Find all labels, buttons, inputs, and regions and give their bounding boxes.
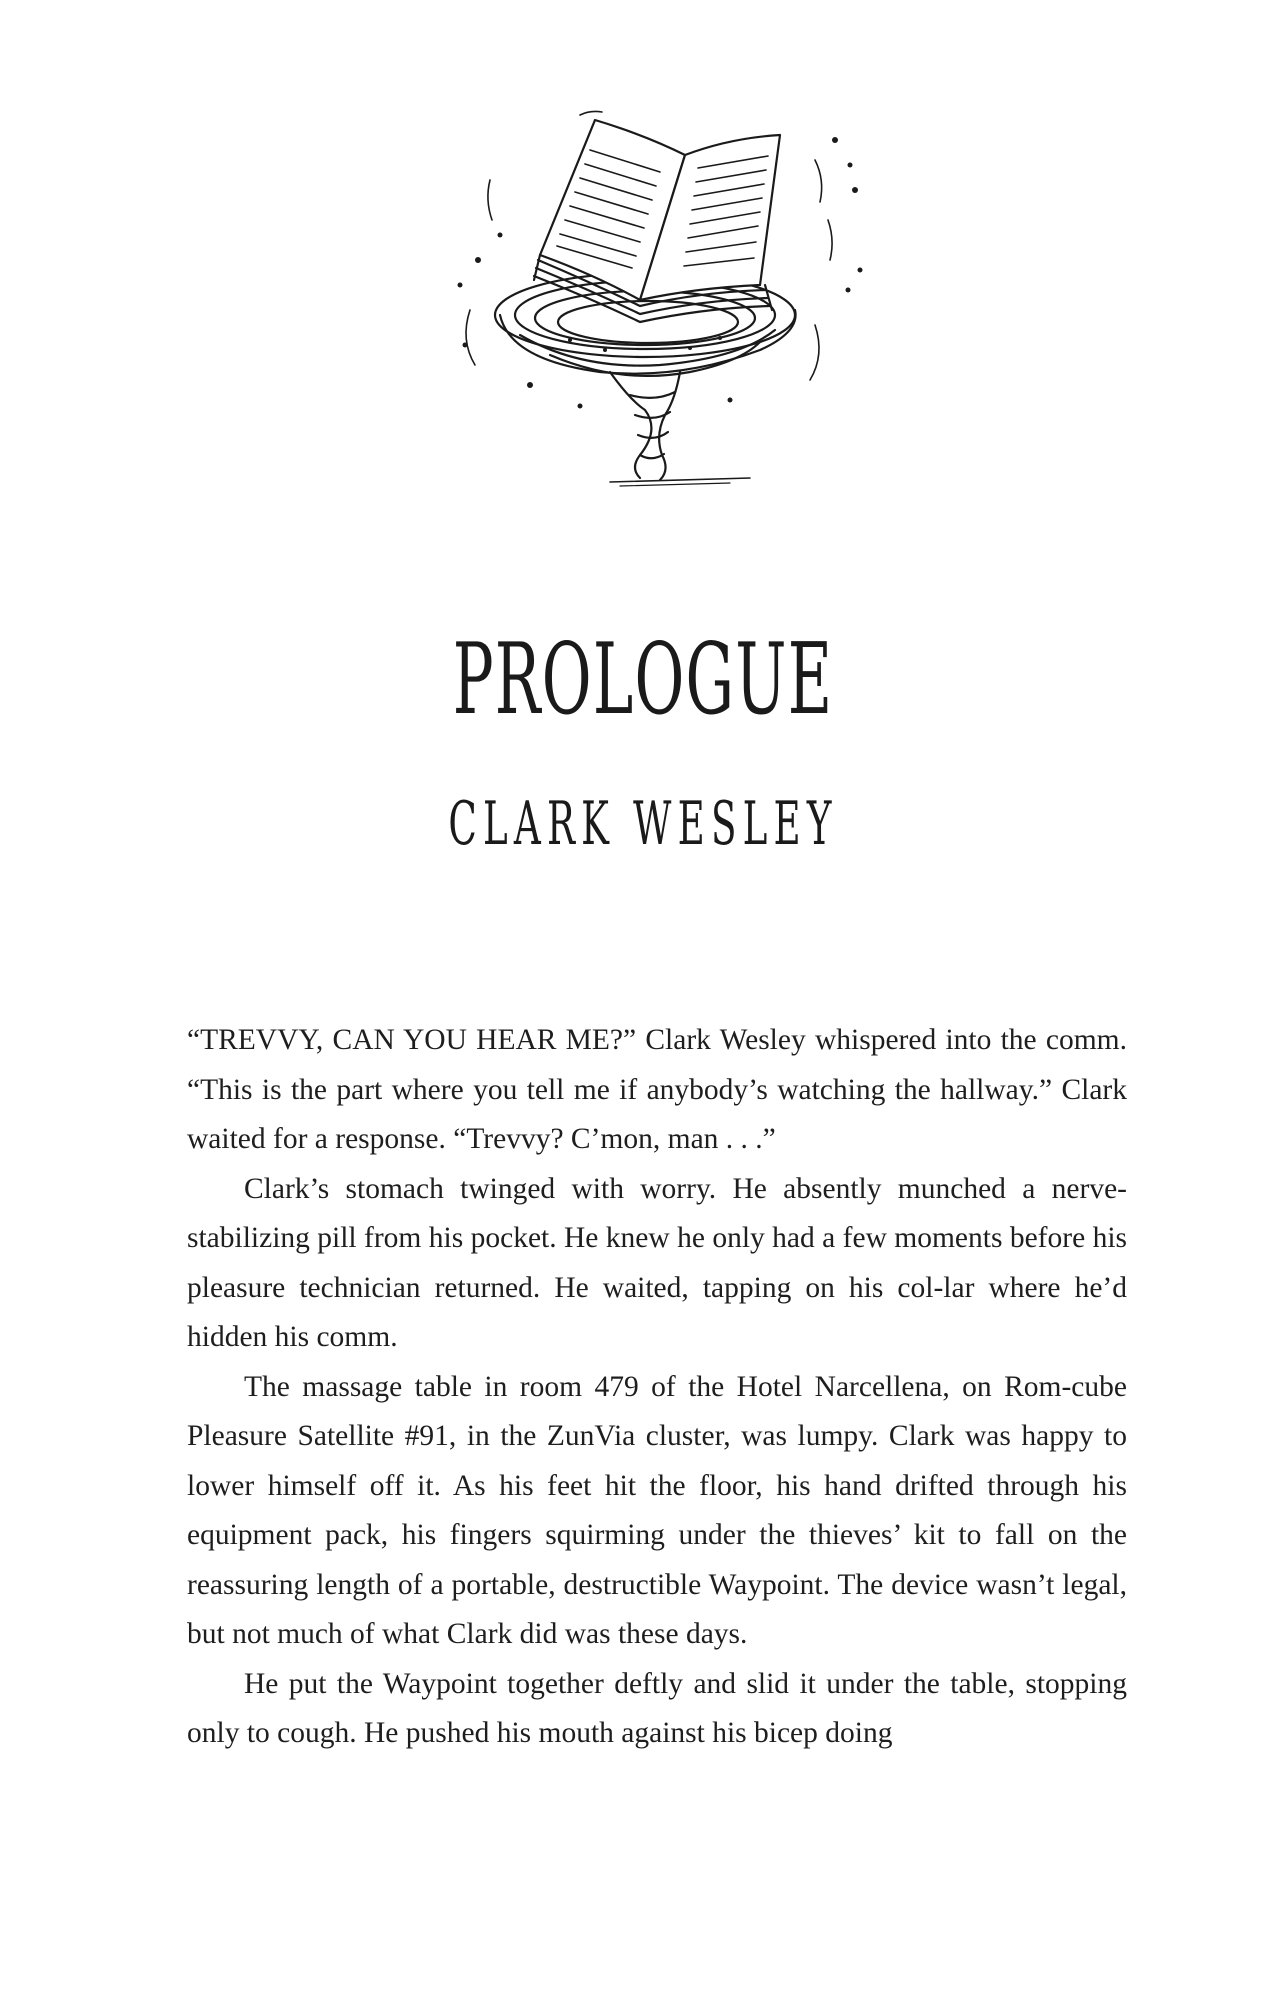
body-text (187, 1016, 1127, 1759)
paragraph: “TREVVY, CAN YOU HEAR ME?” Clark Wesley whispered into the comm. “This is the part where you tell me if anybody’s watching the hallway.” Clark waited for a response. “Trevvy? C’mon, man . . .” (187, 1024, 1127, 1155)
chapter-title: PROLOGUE (452, 623, 834, 737)
chapter-subtitle: CLARK WESLEY (448, 789, 838, 859)
paragraph: The massage table in room 479 of the Hotel Narcellena, on Rom-cube Pleasure Satellite #91, in the ZunVia cluster, was lumpy. Clark was happy to lower himself off it. As his feet hit the floor, his hand drifted through his equipment pack, his fingers squirming under the thieves’ kit to fall on the reassuring length of a portable, destructible Waypoint. The device wasn’t legal, but not much of what Clark did was these days. (187, 1370, 1127, 1650)
paragraph: He put the Waypoint together deftly and slid it under the table, stopping only to cough. He pushed his mouth against his bicep doing (187, 1667, 1127, 1749)
book-in-tornado-icon (430, 110, 880, 500)
paragraph: Clark’s stomach twinged with worry. He absently munched a nerve-stabilizing pill from his pocket. He knew he only had a few moments before his pleasure technician returned. He waited, tapping on his col-lar where he’d hidden his comm. (187, 1172, 1127, 1353)
